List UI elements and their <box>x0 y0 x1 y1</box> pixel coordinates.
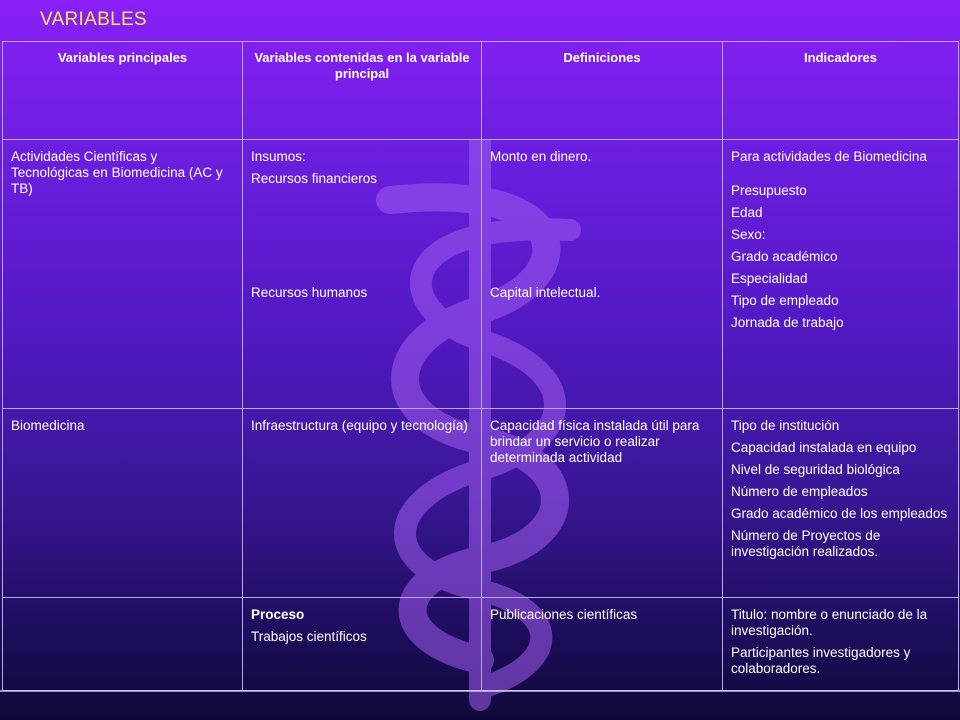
indicador-item: Participantes investigadores y colaboradores. <box>731 645 911 676</box>
header-definiciones: Definiciones <box>482 42 723 140</box>
cell-principal <box>3 598 243 691</box>
indicador-item: Capacidad instalada en equipo <box>731 440 917 455</box>
table-row <box>3 140 959 409</box>
indicador-item: Titulo: nombre o enunciado de la investigación. <box>731 607 928 638</box>
indicador-item: Tipo de empleado <box>731 293 839 308</box>
indicador-item: Tipo de institución <box>731 418 840 433</box>
definicion-item: Capital intelectual. <box>490 285 601 300</box>
cell-definiciones <box>482 140 723 409</box>
contenida-item: Trabajos científicos <box>251 629 367 644</box>
indicador-item: Nivel de seguridad biológica <box>731 462 900 477</box>
cell-definiciones <box>482 409 723 598</box>
indicador-item: Número de Proyectos de investigación realizados. <box>731 528 881 559</box>
principal-text: Actividades Científicas y Tecnológicas en Biomedicina (AC y TB) <box>11 149 223 196</box>
table-header-row <box>3 42 959 140</box>
indicador-item: Especialidad <box>731 271 808 286</box>
header-indicadores: Indicadores <box>723 42 959 140</box>
table-row <box>3 409 959 598</box>
contenida-item: Recursos humanos <box>251 285 368 300</box>
cell-contenidas <box>243 409 482 598</box>
indicador-item: Número de empleados <box>731 484 868 499</box>
cell-contenidas <box>243 598 482 691</box>
cell-contenidas <box>243 140 482 409</box>
cell-indicadores <box>723 598 959 691</box>
indicador-item: Grado académico de los empleados <box>731 506 948 521</box>
principal-text: Biomedicina <box>11 418 85 433</box>
cell-definiciones <box>482 598 723 691</box>
variables-table <box>2 41 959 691</box>
table-row <box>3 598 959 691</box>
indicador-item: Para actividades de Biomedicina <box>731 149 927 164</box>
indicador-item: Edad <box>731 205 763 220</box>
header-variables-principales: Variables principales <box>3 42 243 140</box>
slide-title: VARIABLES <box>40 9 147 30</box>
contenida-item: Recursos financieros <box>251 171 378 186</box>
indicador-item: Grado académico <box>731 249 838 264</box>
cell-indicadores <box>723 409 959 598</box>
cell-principal <box>3 409 243 598</box>
cell-principal <box>3 140 243 409</box>
contenida-item: Infraestructura (equipo y tecnología) <box>251 418 468 433</box>
definicion-item: Monto en dinero. <box>490 149 592 164</box>
indicador-item: Jornada de trabajo <box>731 315 844 330</box>
cell-indicadores <box>723 140 959 409</box>
contenida-item: Insumos: <box>251 149 306 164</box>
indicador-item: Presupuesto <box>731 183 807 198</box>
header-variables-contenidas: Variables contenidas en la variable principal <box>243 42 482 140</box>
divider <box>0 690 960 692</box>
definicion-item: Publicaciones científicas <box>490 607 638 622</box>
definicion-item: Capacidad física instalada útil para brindar un servicio o realizar determinada actividad <box>490 418 700 465</box>
contenida-item: Proceso <box>251 607 305 622</box>
indicador-item: Sexo: <box>731 227 766 242</box>
